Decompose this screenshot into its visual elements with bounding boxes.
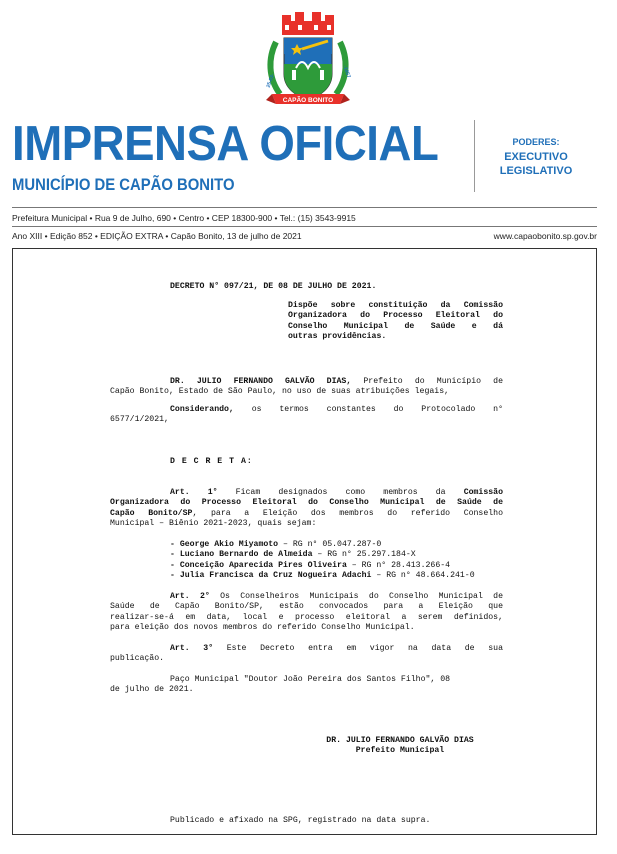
article-2-text: Os Conselheiros Municipais do Conselho Municipal de [209, 592, 503, 601]
powers-box [486, 137, 586, 178]
article-1 [110, 488, 503, 530]
masthead-title: IMPRENSA OFICIAL [12, 117, 439, 171]
ementa-line: Conselho Municipal de Saúde e dá [288, 321, 503, 331]
signature-role: Prefeito Municipal [355, 746, 445, 756]
masthead-divider [474, 120, 475, 192]
preamble-name: DR. JULIO FERNANDO GALVÃO DIAS, [170, 377, 352, 386]
address-line: Prefeitura Municipal • Rua 9 de Julho, 690 • Centro • CEP 18300-900 • Tel.: (15) 3543-9915 [12, 213, 356, 223]
article-1-city: Capão Bonito/SP [110, 508, 193, 518]
closing-line1: Paço Municipal "Doutor João Pereira dos Santos Filho", 08 [170, 675, 451, 684]
preamble-line2: Capão Bonito, Estado de São Paulo, no uso de suas atribuições legais, [110, 387, 450, 397]
list-item: - George Akio Miyamoto – RG n° 05.047.287-0 [170, 540, 382, 549]
article-1-line2: Organizadora do Processo Eleitoral do Conselho Municipal de Saúde de [110, 498, 503, 508]
article-2-line4: para eleição dos novos membros do referido Conselho Municipal. [110, 623, 415, 633]
preamble [110, 377, 503, 398]
crest-banner-text: CAPÃO BONITO [282, 97, 334, 104]
municipal-coat-of-arms [262, 8, 354, 116]
crown-icon [282, 12, 334, 35]
power-legislativo: LEGISLATIVO [499, 165, 573, 177]
decree-ementa [288, 301, 503, 343]
header-rule-middle [12, 226, 597, 227]
considering [110, 405, 503, 426]
masthead-subtitle: MUNICÍPIO DE CAPÃO BONITO [12, 176, 235, 194]
article-1-line4: Municipal – Biênio 2021-2023, quais sejam: [110, 519, 317, 529]
article-3-label: Art. 3° [170, 644, 214, 653]
preamble-text: Prefeito do Município de [351, 377, 503, 386]
article-1-line3: , para a Eleição dos membros do referido Conselho [192, 508, 503, 518]
article-2-line3: realizar-se-á em data, local e processo eleitoral a serem definidos, [110, 612, 503, 622]
header-rule-top [12, 207, 597, 208]
list-item: - Luciano Bernardo de Almeida – RG n° 25.297.184-X [170, 550, 416, 560]
article-1-bold: Comissão [463, 488, 503, 497]
article-1-text: Ficam designados como membros da [217, 488, 464, 497]
signature-name: DR. JULIO FERNANDO GALVÃO DIAS [326, 736, 474, 745]
closing [110, 675, 503, 696]
article-2-line2: Saúde de Capão Bonito/SP, estão convocados para a Eleição que [110, 602, 503, 612]
members-list [170, 540, 505, 582]
closing-line2: de julho de 2021. [110, 685, 194, 695]
footer-note: Publicado e afixado na SPG, registrado na data supra. [170, 816, 431, 825]
powers-label: PODERES: [512, 137, 560, 147]
considering-line2: 6577/1/2021, [110, 415, 169, 425]
edition-info: Ano XIII • Edição 852 • EDIÇÃO EXTRA • Capão Bonito, 13 de julho de 2021 [12, 231, 302, 241]
article-3 [110, 644, 503, 665]
crest-dates-left: 25-03- [265, 72, 277, 89]
crest-dates-right: -1857 [341, 64, 352, 79]
article-2-label: Art. 2° [170, 592, 210, 601]
ementa-line: Organizadora do Processo Eleitoral do [288, 311, 503, 321]
article-2 [110, 592, 503, 634]
article-3-line2: publicação. [110, 654, 165, 664]
decree-title: DECRETO N° 097/21, DE 08 DE JULHO DE 2021. [170, 282, 377, 291]
considering-label: Considerando, [170, 405, 234, 414]
considering-text: os termos constantes do Protocolado n° [233, 405, 503, 414]
edition-line [12, 231, 597, 241]
article-3-text: Este Decreto entra em vigor na data de sua [213, 644, 503, 653]
power-executivo: EXECUTIVO [504, 151, 568, 163]
ementa-line: Dispõe sobre constituição da Comissão [288, 301, 503, 310]
list-item: - Conceição Aparecida Pires Oliveira – RG n° 28.413.266-4 [170, 560, 451, 570]
website-link[interactable]: www.capaobonito.sp.gov.br [493, 231, 597, 241]
ementa-line: outras providências. [288, 332, 387, 342]
decreta-heading: D E C R E T A: [170, 457, 253, 466]
article-1-label: Art. 1° [170, 488, 218, 497]
signature-block [300, 736, 500, 757]
list-item: - Julia Francisca da Cruz Nogueira Adachi – RG n° 48.664.241-0 [170, 571, 475, 581]
